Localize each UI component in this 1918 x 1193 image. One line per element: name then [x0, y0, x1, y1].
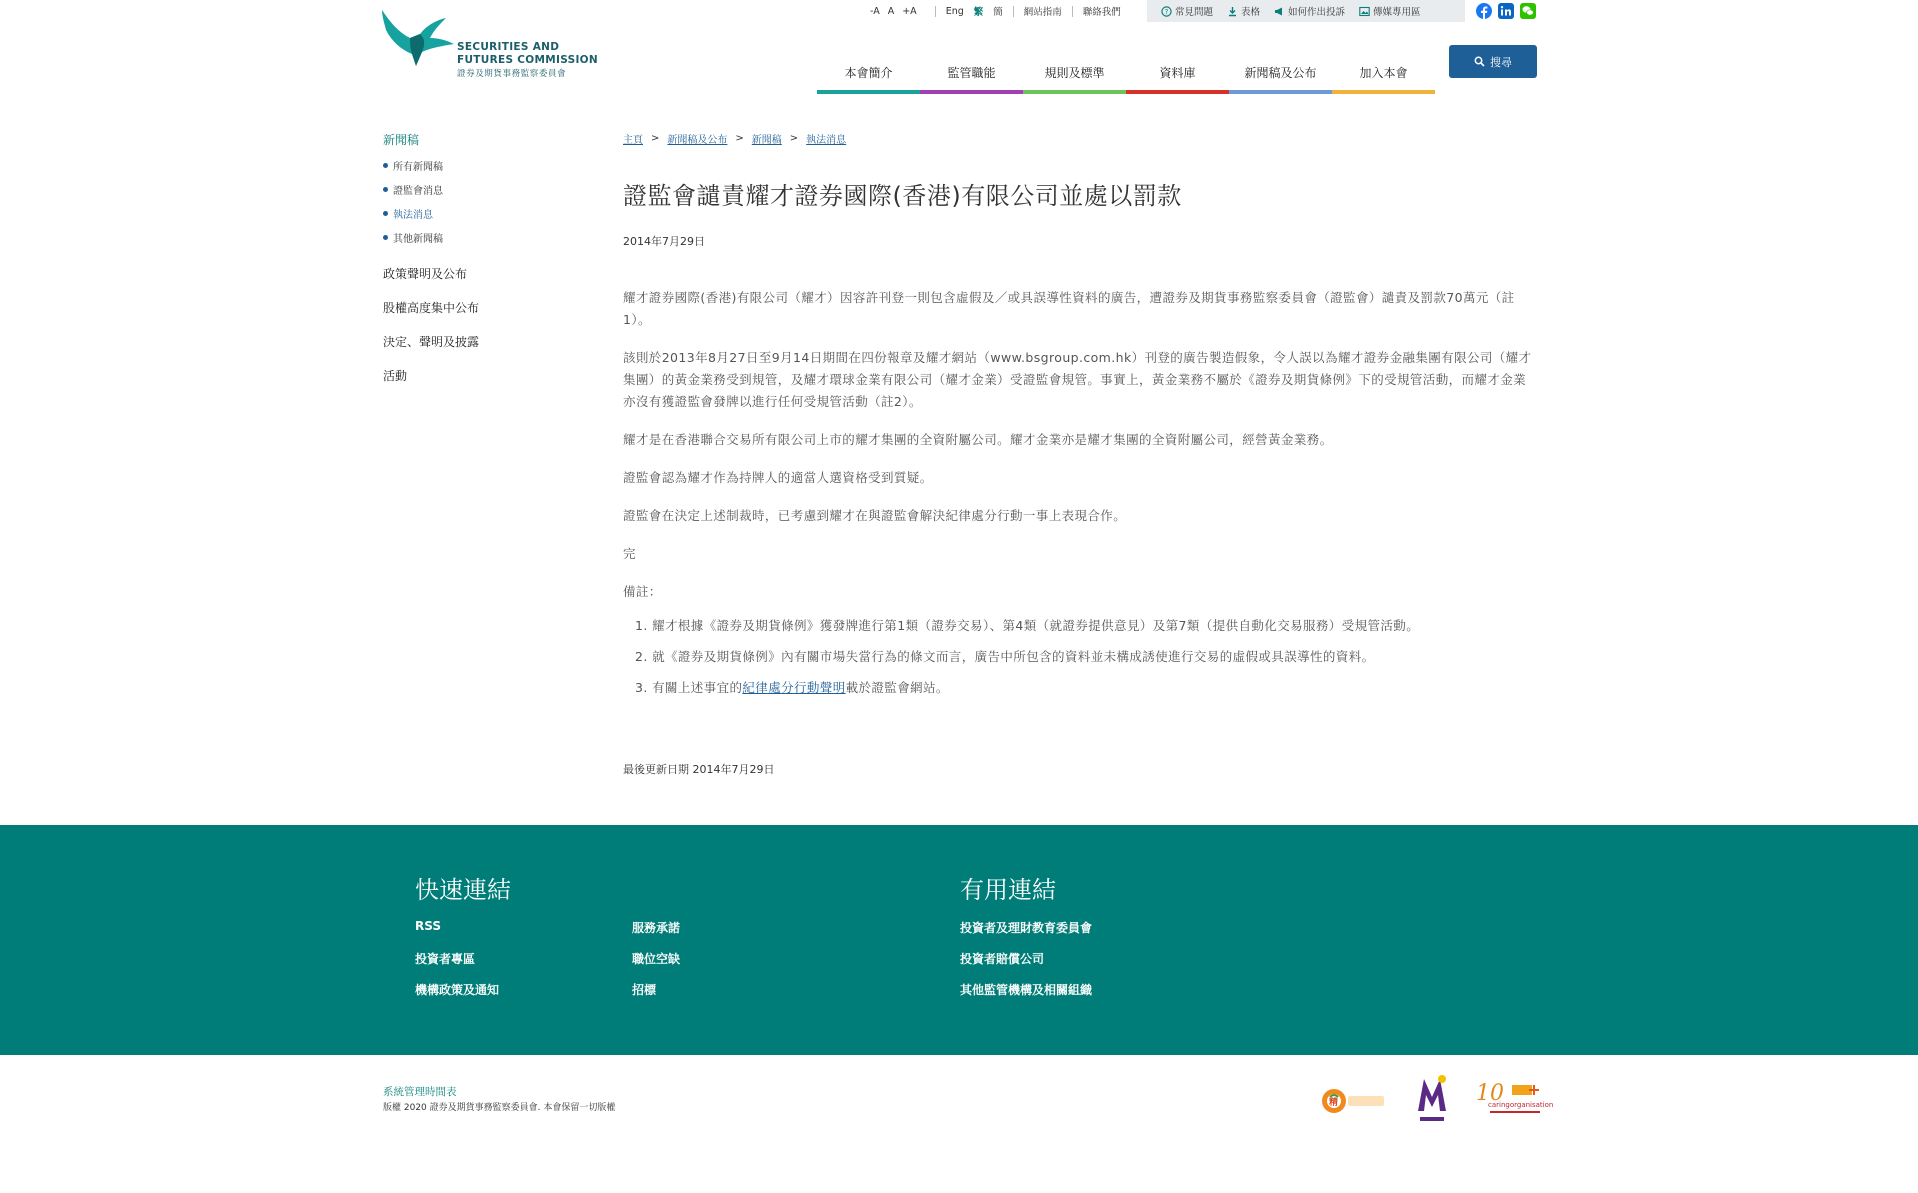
useful-links-title: 有用連結	[960, 876, 1056, 904]
nav-rules-standards[interactable]: 規則及標準	[1023, 60, 1126, 94]
award-badges	[1320, 1073, 1554, 1129]
eagle-logo-icon	[380, 8, 460, 66]
megaphone-icon	[1274, 6, 1285, 17]
nav-regulatory-functions[interactable]: 監管職能	[920, 60, 1023, 94]
media-label: 傳媒專用區	[1373, 7, 1421, 18]
divider	[1013, 6, 1014, 17]
footer-link-investor-zone[interactable]: 投資者專區	[415, 952, 476, 966]
divider	[1072, 6, 1073, 17]
breadcrumb-separator-icon: >	[789, 133, 799, 144]
last-updated: 最後更新日期 2014年7月29日	[623, 763, 775, 776]
font-smaller-button[interactable]: -A	[870, 5, 880, 17]
logo-text-line3: 證券及期貨事務監察委員會	[457, 69, 567, 79]
sidebar-item-shareholding[interactable]: 股權高度集中公布	[383, 301, 480, 315]
bullet-icon	[383, 211, 388, 216]
system-schedule-link[interactable]: 系統管理時間表	[383, 1086, 457, 1098]
complaint-link[interactable]	[1274, 4, 1345, 18]
article-paragraph: 證監會在決定上述制裁時，已考慮到耀才在與證監會解決紀律處分行動一事上表現合作。	[623, 508, 1127, 523]
article-paragraph: 證監會認為耀才作為持牌人的適當人選資格受到質疑。	[623, 470, 933, 485]
nav-about[interactable]: 本會簡介	[817, 60, 920, 94]
copyright: 版權 2020 證券及期貨事務監察委員會. 本會保留一切版權	[383, 1103, 616, 1113]
article-paragraph: 該則於2013年8月27日至9月14日期間在四份報章及耀才網站（www.bsgroup.com.hk）刊登的廣告製造假象，令人誤以為耀才證券金融集團有限公司（耀才集團）的黃金業務受到規管，及耀才環球金業有限公司（耀才金業）受證監會規管。事實上，黃金業務不屬於《證券及期貨條例》下的受規管活動，而耀才金業亦沒有獲證監會發牌以進行任何受規管活動（註2）。	[623, 350, 1532, 409]
footer-link-ifec[interactable]: 投資者及理財教育委員會	[960, 921, 1093, 935]
breadcrumb-home[interactable]: 主頁	[623, 135, 643, 146]
post-date: 2014年7月29日	[623, 235, 705, 248]
breadcrumb-separator-icon: >	[651, 133, 660, 144]
faq-label: 常見問題	[1175, 7, 1214, 18]
sidebar-heading-news[interactable]: 新聞稿	[383, 133, 420, 147]
sidebar-sub-label: 其他新聞稿	[393, 234, 443, 245]
wechat-icon[interactable]	[1520, 3, 1536, 19]
breadcrumb	[623, 131, 1533, 146]
sidebar	[383, 131, 583, 384]
main-content	[623, 131, 1533, 777]
sidebar-sub-all[interactable]	[383, 158, 583, 173]
footer-link-other-regulators[interactable]: 其他監管機構及相關組織	[960, 983, 1093, 997]
faq-link[interactable]	[1161, 4, 1213, 18]
sidebar-item-policy[interactable]: 政策聲明及公布	[383, 267, 468, 281]
sidebar-item-events[interactable]: 活動	[383, 369, 408, 383]
notes-list	[623, 615, 1533, 699]
utility-bar	[870, 0, 1121, 22]
note-item: 2. 就《證券及期貨條例》內有關市場失當行為的條文而言，廣告中所包含的資料並未構成誘使進行交易的虛假或具誤導性的資料。	[635, 649, 1375, 664]
lang-simp-link[interactable]: 簡	[993, 7, 1003, 18]
notes-heading: 備註：	[623, 584, 662, 599]
quick-links-title: 快速連結	[415, 876, 511, 904]
manpower-badge-icon	[1414, 1073, 1450, 1129]
sfc-logo[interactable]	[380, 8, 598, 80]
divider	[935, 6, 936, 17]
facebook-icon[interactable]	[1476, 3, 1492, 19]
footer-links	[0, 825, 1918, 1055]
lang-trad-link[interactable]: 繁	[973, 7, 984, 18]
disciplinary-statement-link[interactable]: 紀律處分行動聲明	[742, 680, 846, 695]
sitemap-link[interactable]: 網站指南	[1023, 7, 1062, 18]
breadcrumb-news-announcements[interactable]: 新聞稿及公布	[667, 135, 728, 146]
sidebar-sub-enforcement[interactable]	[383, 206, 583, 221]
search-icon	[1474, 56, 1485, 67]
bottom-footer	[0, 1055, 1918, 1193]
note-text: 3. 有關上述事宜的	[635, 680, 743, 695]
main-nav	[817, 60, 1435, 94]
footer-link-tenders[interactable]: 招標	[632, 983, 657, 997]
contact-link[interactable]: 聯絡我們	[1082, 7, 1121, 18]
bullet-icon	[383, 235, 388, 240]
breadcrumb-press-releases[interactable]: 新聞稿	[751, 135, 782, 146]
breadcrumb-enforcement[interactable]: 執法消息	[806, 135, 847, 146]
nav-careers[interactable]: 加入本會	[1332, 60, 1435, 94]
media-link[interactable]	[1359, 4, 1421, 18]
quick-toolbar	[1147, 0, 1465, 22]
logo-text-line1: SECURITIES AND	[457, 41, 560, 53]
sidebar-sub-other[interactable]	[383, 230, 583, 245]
social-links	[1476, 3, 1536, 19]
sidebar-item-decisions[interactable]: 決定、聲明及披露	[383, 335, 480, 349]
nav-news-announcements[interactable]: 新聞稿及公布	[1229, 60, 1332, 94]
note-item	[635, 677, 1533, 699]
site-header	[0, 0, 1918, 100]
caring-organisation-badge-icon	[1474, 1081, 1554, 1121]
font-larger-button[interactable]: +A	[902, 5, 917, 17]
page-title: 證監會譴責耀才證券國際(香港)有限公司並處以罰款	[623, 182, 1182, 210]
forms-link[interactable]	[1227, 4, 1260, 18]
logo-text-line2: FUTURES COMMISSION	[457, 54, 598, 66]
note-text: 載於證監會網站。	[845, 680, 949, 695]
sidebar-sub-sfc-news[interactable]	[383, 182, 583, 197]
footer-link-pledge[interactable]: 服務承諾	[632, 921, 681, 935]
article-end-mark: 完	[623, 546, 636, 561]
bullet-icon	[383, 163, 388, 168]
good-employer-badge-icon	[1320, 1084, 1390, 1118]
sidebar-sub-label: 執法消息	[393, 210, 433, 221]
sidebar-sub-label: 證監會消息	[393, 186, 443, 197]
footer-link-policies[interactable]: 機構政策及通知	[415, 983, 500, 997]
forms-label: 表格	[1241, 7, 1261, 18]
image-icon	[1359, 6, 1370, 17]
svg-text:?: ?	[1164, 7, 1169, 16]
article-paragraph: 耀才證券國際(香港)有限公司（耀才）因容許刊登一則包含虛假及／或具誤導性資料的廣告，遭證券及期貨事務監察委員會（證監會）譴責及罰款70萬元（註1）。	[623, 290, 1515, 327]
search-button[interactable]	[1449, 45, 1537, 78]
complaint-label: 如何作出投訴	[1288, 7, 1346, 18]
nav-database[interactable]: 資料庫	[1126, 60, 1229, 94]
lang-eng-link[interactable]: Eng	[945, 5, 964, 17]
question-icon	[1161, 6, 1172, 17]
badge-text: 精	[1329, 1098, 1339, 1108]
breadcrumb-separator-icon: >	[735, 133, 744, 144]
badge-text: caringorganisation	[1488, 1101, 1554, 1109]
search-label: 搜尋	[1490, 55, 1512, 69]
footer-link-rss[interactable]: RSS	[415, 919, 441, 933]
bullet-icon	[383, 187, 388, 192]
sidebar-sub-label: 所有新聞稿	[393, 162, 443, 173]
note-item: 1. 耀才根據《證券及期貨條例》獲發牌進行第1類（證券交易）、第4類（就證券提供意見）及第7類（提供自動化交易服務）受規管活動。	[635, 618, 1420, 633]
footer-link-icc[interactable]: 投資者賠償公司	[960, 952, 1045, 966]
linkedin-icon[interactable]	[1498, 3, 1514, 19]
font-normal-button[interactable]: A	[887, 5, 895, 17]
footer-link-vacancies[interactable]: 職位空缺	[632, 952, 681, 966]
download-icon	[1227, 6, 1238, 17]
badge-text: 10	[1476, 1081, 1504, 1106]
article-paragraph: 耀才是在香港聯合交易所有限公司上市的耀才集團的全資附屬公司。耀才金業亦是耀才集團的全資附屬公司，經營黃金業務。	[623, 432, 1333, 447]
